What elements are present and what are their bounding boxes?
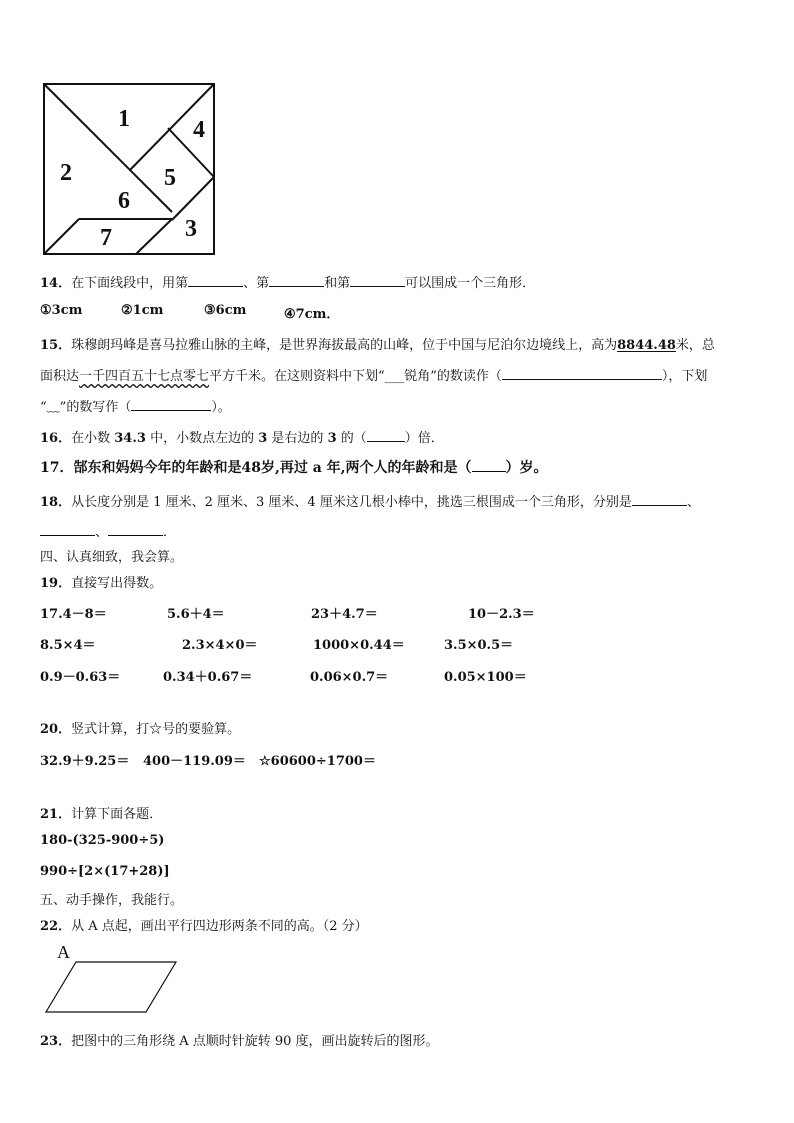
q14-option-1: ①3cm: [40, 303, 83, 318]
calc-item: 23＋4.7＝: [311, 607, 378, 622]
question-16: [40, 427, 444, 446]
tangram-label-4: 4: [193, 117, 205, 143]
question-text: 的（: [340, 431, 367, 446]
parallelogram-figure: [40, 938, 190, 1018]
question-text: ）倍．: [404, 431, 444, 446]
answer-blank[interactable]: [269, 274, 324, 287]
question-text: 竖式计算，打☆号的要验算。: [71, 722, 241, 737]
q14-option-2: ②1cm: [121, 303, 164, 318]
question-18-line-2: [40, 521, 176, 540]
tangram-figure: [40, 80, 220, 258]
answer-blank[interactable]: [131, 398, 211, 411]
answer-blank[interactable]: [40, 523, 95, 536]
question-text: 和第: [324, 276, 351, 291]
vertical-calc-item: 400－119.09＝: [143, 754, 246, 769]
answer-blank[interactable]: [367, 429, 405, 442]
question-text: 在小数: [71, 431, 111, 446]
question-17: [40, 457, 548, 477]
tangram-label-3: 3: [185, 216, 197, 242]
separator: ．: [163, 525, 177, 540]
question-22: [40, 915, 368, 934]
calc-item: 10－2.3＝: [468, 607, 535, 622]
question-number: 16．: [40, 431, 72, 446]
tangram-label-6: 6: [118, 188, 130, 214]
tangram-line: [136, 219, 172, 254]
answer-blank[interactable]: [502, 367, 662, 380]
question-number: 21．: [40, 807, 72, 822]
calc-item: 5.6＋4＝: [167, 607, 225, 622]
tangram-label-5: 5: [164, 165, 176, 191]
answer-blank[interactable]: [632, 493, 687, 506]
question-number: 18．: [40, 495, 72, 510]
section-5-title: 五、动手操作，我能行。: [40, 893, 184, 908]
question-text: 、第: [243, 276, 270, 291]
question-18-line-1: [40, 491, 700, 510]
separator: 、: [686, 495, 700, 510]
question-text: 锐角”的数读作（: [404, 369, 502, 384]
question-text: 可以围成一个三角形．: [405, 276, 536, 291]
calc-item: 3.5×0.5＝: [444, 638, 514, 653]
calc-item: 2.3×4×0＝: [182, 638, 258, 653]
tangram-line: [44, 219, 79, 254]
question-19: [40, 572, 162, 591]
calc-item: 990÷[2×(17+28)]: [40, 864, 170, 879]
wavy-area-words: 一千四百五十七点零七: [79, 369, 210, 384]
question-20: [40, 718, 240, 737]
question-text: 从 A 点起，画出平行四边形两条不同的高。（2 分）: [71, 919, 368, 934]
question-text: 在下面线段中，用第: [71, 276, 189, 291]
calc-item: 0.9－0.63＝: [40, 670, 121, 685]
question-number: 20．: [40, 722, 72, 737]
question-15-line-3: [40, 396, 231, 415]
answer-blank[interactable]: [108, 523, 163, 536]
tangram-label-2: 2: [60, 160, 72, 186]
question-15-line-2: [40, 365, 707, 384]
question-number: 17．: [40, 460, 74, 476]
question-number: 14．: [40, 276, 72, 291]
vertical-calc-item: 32.9＋9.25＝: [40, 754, 130, 769]
question-text: 把图中的三角形绕 A 点顺时针旋转 90 度，画出旋转后的图形。: [71, 1034, 439, 1049]
answer-blank[interactable]: [350, 274, 405, 287]
answer-blank[interactable]: [188, 274, 243, 287]
underline-sample: ___: [384, 369, 405, 384]
separator: 、: [95, 525, 109, 540]
calc-item: 1000×0.44＝: [313, 638, 405, 653]
question-text: ）。: [211, 400, 231, 415]
q14-option-3: ③6cm: [204, 303, 247, 318]
question-text: 珠穆朗玛峰是喜马拉雅山脉的主峰，是世界海拔最高的山峰，位于中国与尼泊尔边境线上，高为: [71, 338, 618, 353]
question-text: ”的数写作（: [59, 400, 132, 415]
question-text: 平方千米。在这则资料中下划“: [209, 369, 385, 384]
section-4-title: 四、认真细致，我会算。: [40, 550, 184, 565]
point-a-label: A: [57, 942, 70, 962]
vertical-calc-item: ☆60600÷1700＝: [259, 754, 376, 769]
digit: 3: [327, 431, 337, 446]
digit: 3: [258, 431, 268, 446]
answer-blank[interactable]: [472, 459, 506, 472]
tangram-label-1: 1: [118, 106, 130, 132]
question-number: 22．: [40, 919, 72, 934]
calc-item: 0.06×0.7＝: [310, 670, 389, 685]
question-text: 从长度分别是 1 厘米、2 厘米、3 厘米、4 厘米这几根小棒中，挑选三根围成一个三角形，分别是: [71, 495, 632, 510]
question-15-line-1: [40, 334, 715, 353]
tangram-label-7: 7: [100, 225, 112, 251]
question-number: 15．: [40, 338, 72, 353]
question-text: 计算下面各题．: [71, 807, 163, 822]
parallelogram: [46, 962, 176, 1012]
calc-item: 180-(325-900÷5): [40, 833, 165, 848]
decimal-number: 34.3: [114, 431, 146, 446]
calc-item: 0.05×100＝: [444, 670, 527, 685]
calc-item: 8.5×4＝: [40, 638, 96, 653]
question-21: [40, 803, 162, 822]
question-text: 面积达: [40, 369, 80, 384]
wavy-sample: ﹏: [46, 400, 60, 415]
question-number: 23．: [40, 1034, 72, 1049]
q14-option-4: ④7cm．: [284, 307, 340, 322]
calc-item: 17.4－8＝: [40, 607, 107, 622]
question-number: 19．: [40, 576, 72, 591]
underlined-height: 8844.48: [617, 338, 676, 353]
question-text: ）岁。: [505, 460, 548, 476]
question-text: 米，总: [675, 338, 715, 353]
calc-item: 0.34＋0.67＝: [163, 670, 253, 685]
question-14: [40, 272, 535, 291]
question-23: [40, 1030, 439, 1049]
question-text: ），下划: [661, 369, 708, 384]
question-text: “: [40, 400, 47, 415]
tangram-line: [172, 177, 214, 220]
question-text: 郜东和妈妈今年的年龄和是48岁,再过 a 年,两个人的年龄和是（: [73, 460, 472, 476]
question-text: 直接写出得数。: [71, 576, 163, 591]
question-text: 是右边的: [271, 431, 324, 446]
question-text: 中，小数点左边的: [150, 431, 255, 446]
